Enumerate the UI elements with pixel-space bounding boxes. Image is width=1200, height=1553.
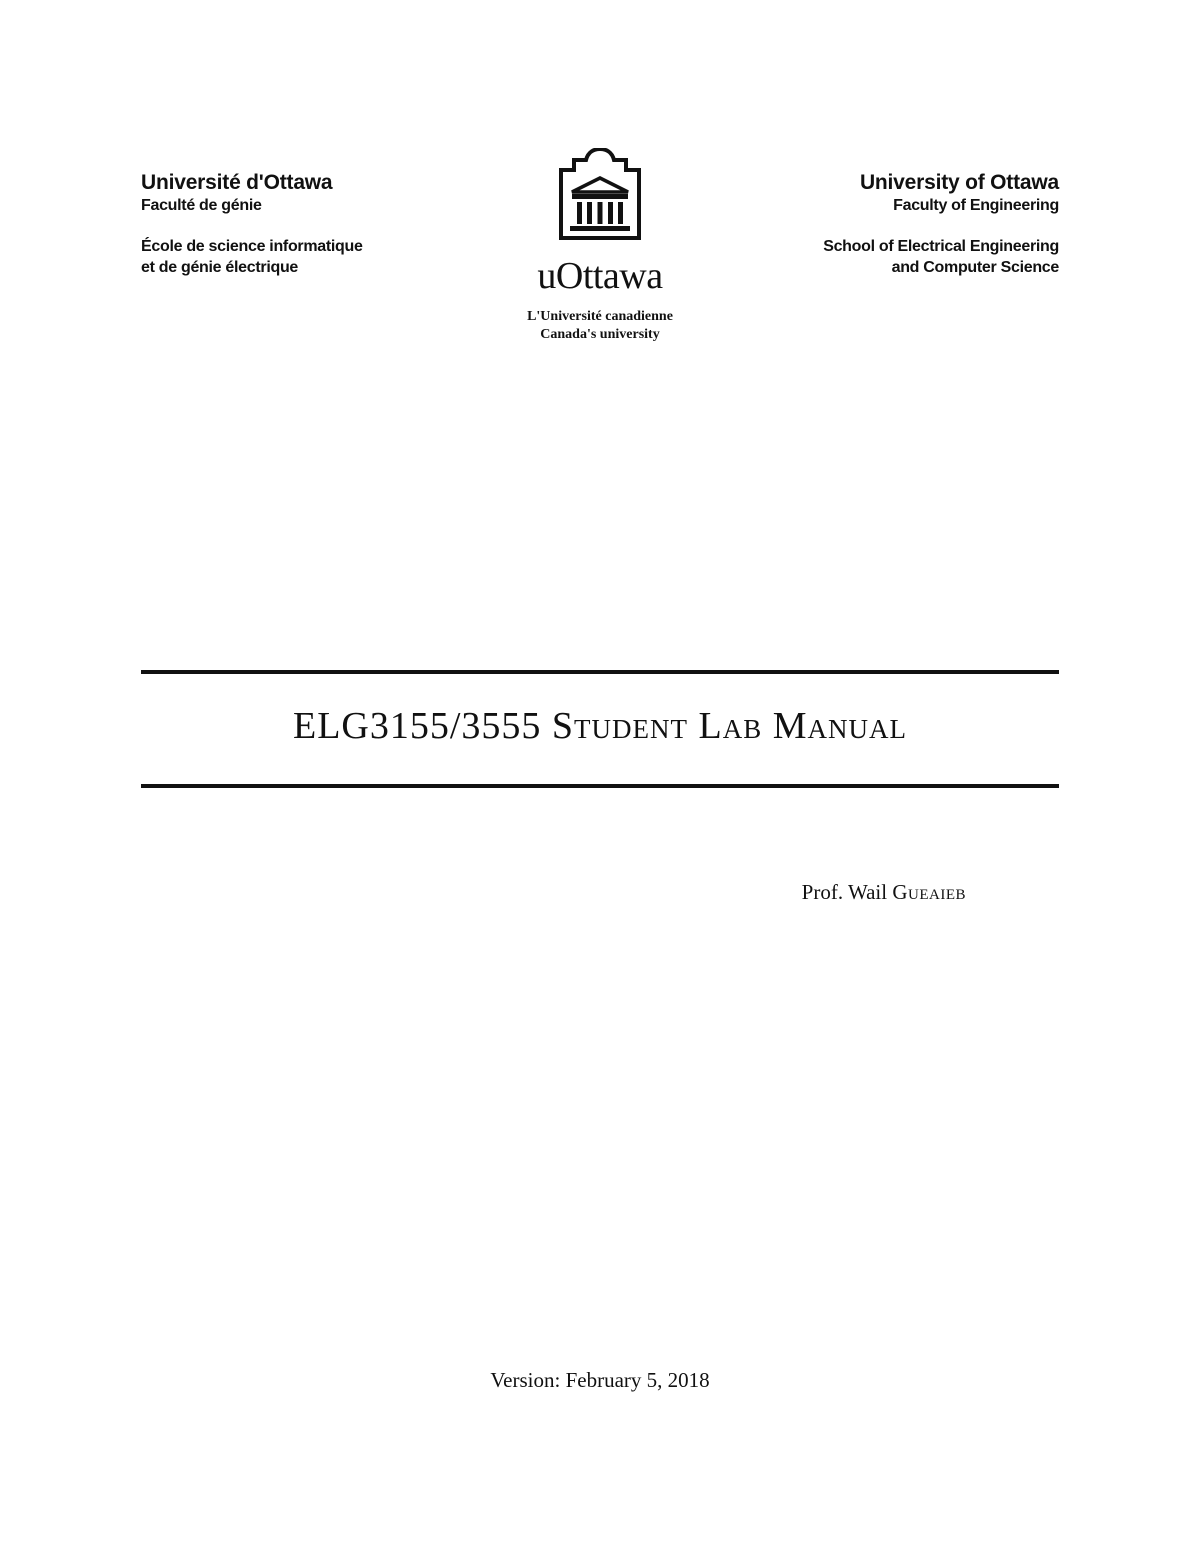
- school-line-2-en: and Computer Science: [891, 259, 1059, 276]
- title-rule-top: [141, 670, 1059, 674]
- faculty-name-en: Faculty of Engineering: [893, 197, 1059, 214]
- logo-tagline: [500, 308, 700, 344]
- school-name-fr: [141, 236, 441, 278]
- author-prefix: Prof. Wail: [801, 880, 888, 904]
- school-line-1-en: School of Electrical Engineering: [823, 238, 1059, 255]
- university-name-en: University of Ottawa: [859, 171, 1059, 194]
- school-line-2-fr: et de génie électrique: [141, 259, 299, 276]
- uottawa-logo: [500, 148, 700, 344]
- author-surname: Gueaieb: [892, 880, 966, 904]
- university-name-fr: Université d'Ottawa: [141, 171, 333, 194]
- header-english: [739, 170, 1059, 278]
- university-building-icon: [500, 148, 700, 240]
- author-line: [802, 878, 966, 906]
- document-title: ELG3155/3555 Student Lab Manual: [292, 705, 908, 747]
- logo-wordmark: uOttawa: [537, 255, 663, 297]
- tagline-fr: L'Université canadienne: [527, 309, 673, 324]
- tagline-en: Canada's university: [540, 327, 660, 342]
- school-name-en: [739, 236, 1059, 278]
- school-line-1-fr: École de science informatique: [141, 238, 363, 255]
- header-french: [141, 170, 441, 278]
- title-rule-bottom: [141, 784, 1059, 788]
- faculty-name-fr: Faculté de génie: [141, 197, 262, 214]
- version-date: Version: February 5, 2018: [490, 1368, 710, 1392]
